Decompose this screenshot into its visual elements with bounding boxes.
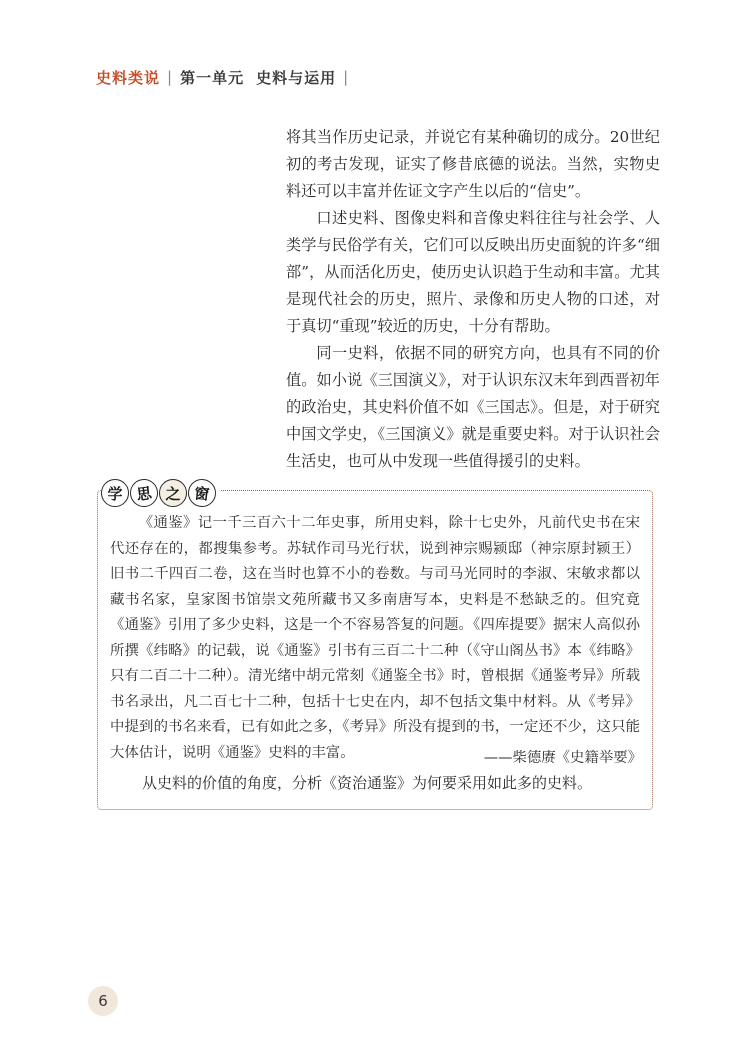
title-char: 之 <box>159 479 187 507</box>
page-number: 6 <box>88 986 118 1016</box>
quotation-source: ——柴德赓《史籍举要》 <box>483 750 642 766</box>
header-separator-end: | <box>343 68 350 86</box>
book-title: 史料类说 <box>96 68 161 87</box>
running-header <box>96 64 356 90</box>
discussion-question: 从史料的价值的角度，分析《资治通鉴》为何要采用如此多的史料。 <box>142 774 593 792</box>
body-paragraph: 同一史料，依据不同的研究方向，也具有不同的价值。如小说《三国演义》，对于认识东汉末年到西晋初年的政治史，其史料价值不如《三国志》。但是，对于研究中国文学史，《三国演义》就是重要史料。对于认识社会生活史，也可从中发现一些值得援引的史料。 <box>286 344 660 470</box>
body-text <box>286 124 660 475</box>
quotation-text: 《通鉴》记一千三百六十二年史事，所用史料，除十七史外，凡前代史书在宋代还存在的，都搜集参考。苏轼作司马光行状，说到神宗赐颍邸（神宗原封颍王）旧书二千四百二卷，这在当时也算不小的卷数。与司马光同时的李淑、宋敏求都以藏书名家，皇家图书馆崇文苑所藏书又多南唐写本，史料是不愁缺乏的。但究竟《通鉴》引用了多少史料，这是一个不容易答复的问题。《四库提要》据宋人高似孙所撰《纬略》的记载，说《通鉴》引书有三百二十二种（《守山阁丛书》本《纬略》只有二百二十二种）。清光绪中胡元常刻《通鉴全书》时，曾根据《通鉴考异》所载书名录出，凡二百七十二种，包括十七史在内，却不包括文集中材料。从《考异》中提到的书名来看，已有如此之多，《考异》所没有提到的书，一定还不少，这只能大体估计，说明《通鉴》史料的丰富。 <box>110 515 640 761</box>
body-paragraph: 将其当作历史记录，并说它有某种确切的成分。20世纪初的考古发现，证实了修昔底德的说法。当然，实物史料还可以丰富并佐证文字产生以后的“信史”。 <box>286 128 660 200</box>
header-separator: | <box>167 68 174 86</box>
study-window-title <box>101 478 221 508</box>
body-paragraph: 口述史料、图像史料和音像史料往往与社会学、人类学与民俗学有关，它们可以反映出历史面貌的许多“细部”，从而活化历史，使历史认识趋于生动和丰富。尤其是现代社会的历史，照片、录像和历史人物的口述，对于真切“重现”较近的历史，十分有帮助。 <box>286 209 660 335</box>
quotation-block <box>110 511 640 766</box>
title-char: 窗 <box>187 478 218 509</box>
unit-topic: 史料与运用 <box>256 68 337 87</box>
title-char: 思 <box>128 477 160 509</box>
title-char: 学 <box>101 479 129 507</box>
unit-label: 第一单元 <box>180 68 245 87</box>
